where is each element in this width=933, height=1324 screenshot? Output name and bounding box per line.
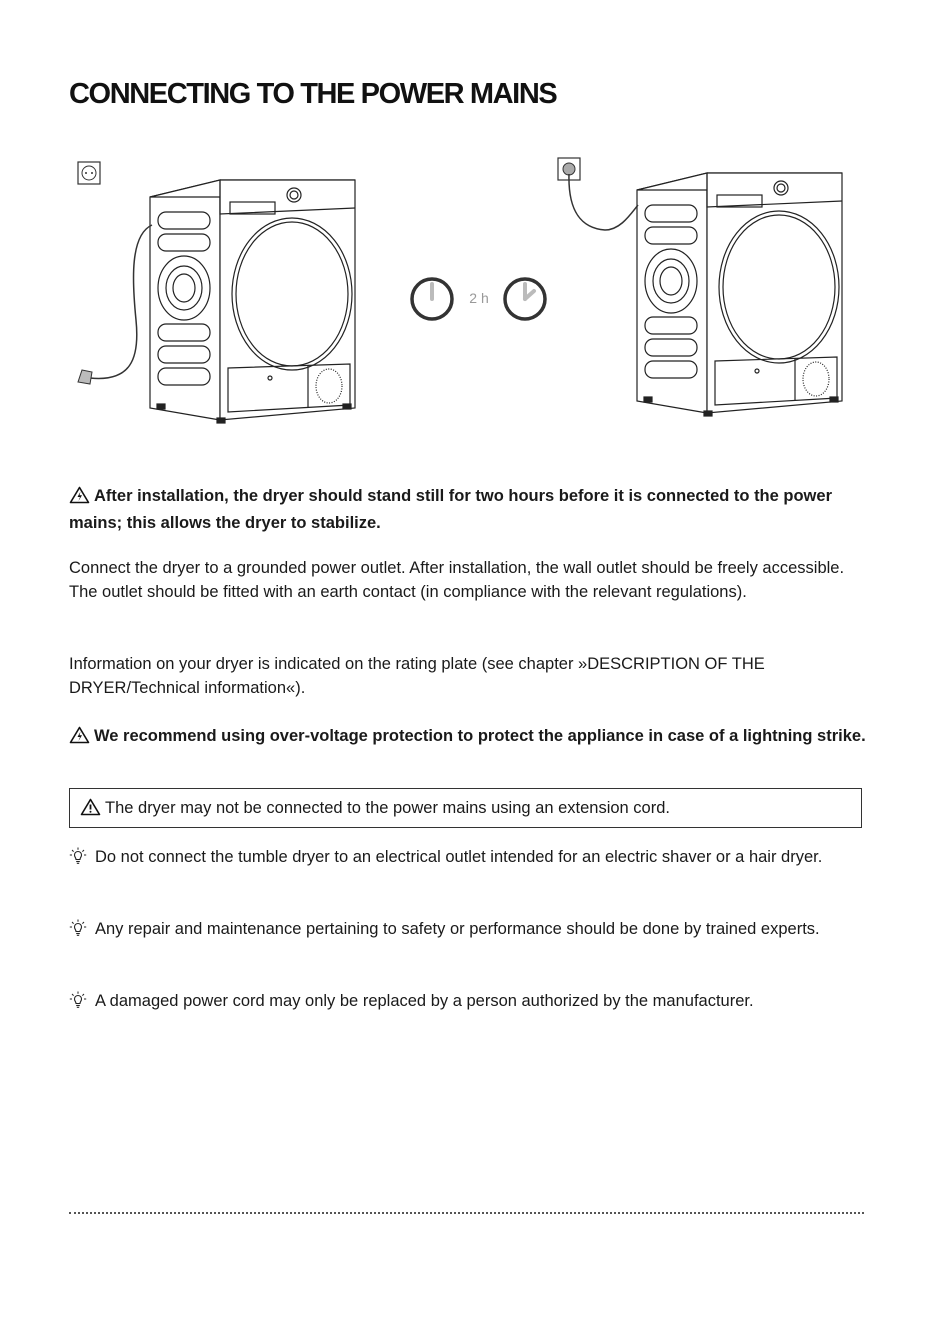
dryer-unplugged [78, 180, 355, 423]
clock-icon [505, 279, 545, 319]
footer-divider [69, 1212, 864, 1214]
over-voltage-warning: We recommend using over-voltage protection to protect the appliance in case of a lightning strike. [69, 724, 869, 751]
wall-socket-icon [78, 162, 100, 184]
light-bulb-icon [69, 919, 87, 944]
warning-triangle-icon [80, 792, 101, 830]
page-title: CONNECTING TO THE POWER MAINS [69, 78, 557, 110]
dryer-plugged-in [569, 173, 842, 416]
light-bulb-icon [69, 991, 87, 1016]
tip-item: A damaged power cord may only be replaced by a person authorized by the manufacturer. [69, 989, 869, 1016]
installation-illustration [60, 150, 870, 440]
clock-icon [412, 279, 452, 319]
light-bulb-icon [69, 847, 87, 872]
extension-cord-warning: The dryer may not be connected to the power mains using an extension cord. [69, 788, 862, 828]
wait-duration-label: 2 h [469, 290, 489, 306]
tip-item: Do not connect the tumble dryer to an electrical outlet intended for an electric shaver or a hair dryer. [69, 845, 869, 872]
grounded-outlet-text: Connect the dryer to a grounded power outlet. After installation, the wall outlet should be freely accessible. The outlet should be fitted with an earth contact (in compliance with the relevant regulations). [69, 559, 845, 601]
warning-triangle-icon [69, 486, 90, 511]
tip-item: Any repair and maintenance pertaining to safety or performance should be done by trained experts. [69, 917, 869, 944]
stand-still-warning: After installation, the dryer should stand still for two hours before it is connected to the power mains; this allows the dryer to stabilize. [69, 487, 832, 532]
warning-triangle-icon [69, 726, 90, 751]
rating-plate-text: Information on your dryer is indicated on the rating plate (see chapter »DESCRIPTION OF THE DRYER/Technical information«). [69, 655, 765, 697]
